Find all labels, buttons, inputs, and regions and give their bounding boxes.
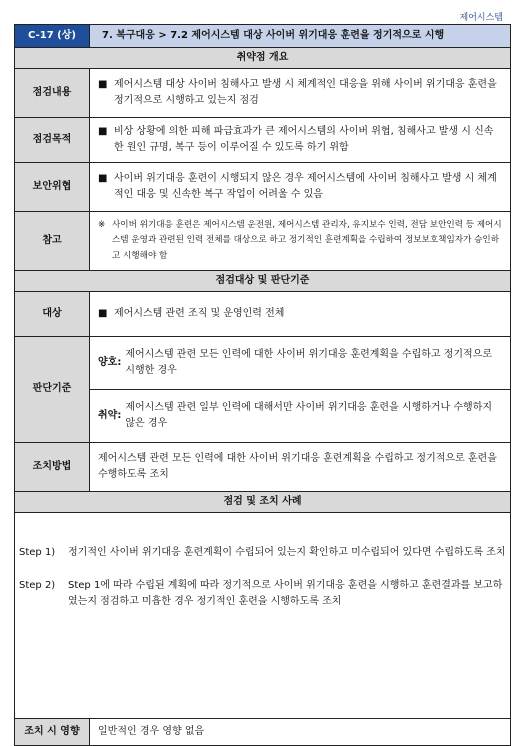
criteria-row-judgement xyxy=(15,337,511,443)
bad-lead: 취약: xyxy=(98,409,122,421)
overview-row-check-purpose xyxy=(15,118,511,163)
row-label: 조치방법 xyxy=(15,443,90,492)
impact-text: 일반적인 경우 영향 없음 xyxy=(90,719,511,746)
impact-label: 조치 시 영향 xyxy=(15,719,90,746)
cases-row xyxy=(15,513,511,719)
overview-heading: 취약점 개요 xyxy=(15,48,511,69)
step-label: Step 2) xyxy=(19,579,56,591)
judgement-good xyxy=(90,337,510,390)
row-text: 제어시스템 대상 사이버 침해사고 발생 시 체계적인 대응을 위해 사이버 위기대응 훈련을 정기적으로 시행하고 있는지 점검 xyxy=(114,78,497,106)
step-text: 정기적인 사이버 위기대응 훈련계획이 수립되어 있는지 확인하고 미수립되어 있다면 수립하도록 조치 xyxy=(68,547,506,558)
step-label: Step 1) xyxy=(19,547,56,558)
good-lead: 양호: xyxy=(98,356,122,368)
criteria-row-action xyxy=(15,443,511,492)
judgement-bad xyxy=(90,390,510,442)
item-title: 7. 복구대응 > 7.2 제어시스템 대상 사이버 위기대응 훈련을 정기적으로 시행 xyxy=(90,25,511,48)
row-text: 사이버 위기대응 훈련이 시행되지 않은 경우 제어시스템에 사이버 침해사고 발생 시 체계적인 대응 및 신속한 복구 작업이 어려울 수 있음 xyxy=(114,172,497,200)
row-label: 대상 xyxy=(15,292,90,337)
row-label: 보안위협 xyxy=(15,163,90,212)
square-bullet-icon: ■ xyxy=(98,172,108,184)
row-label: 참고 xyxy=(15,212,90,271)
case-step xyxy=(19,578,506,611)
overview-row-security-threat xyxy=(15,163,511,212)
checklist-table xyxy=(14,24,511,746)
row-text: 제어시스템 관련 조직 및 운영인력 전체 xyxy=(114,307,285,319)
cases-heading: 점검 및 조치 사례 xyxy=(15,492,511,513)
criteria-row-target xyxy=(15,292,511,337)
good-text: 제어시스템 관련 모든 인력에 대한 사이버 위기대응 훈련계획을 수립하고 정기적으로 시행한 경우 xyxy=(125,348,493,376)
criteria-heading: 점검대상 및 판단기준 xyxy=(15,271,511,292)
case-step xyxy=(19,545,506,562)
bad-text: 제어시스템 관련 일부 인력에 대해서만 사이버 위기대응 훈련을 시행하거나 수행하지 않은 경우 xyxy=(125,401,493,429)
row-label: 점검목적 xyxy=(15,118,90,163)
item-header-row xyxy=(15,25,511,48)
reference-text: 사이버 위기대응 훈련은 제어시스템 운전원, 제어시스템 관리자, 유지보수 인력, 전담 보안인력 등 제어시스템 운영과 관련된 인력 전체를 대상으로 하고 정기적인 훈련계획을 수립하여 정보보호책임자가 승인하고 시행해야 함 xyxy=(112,220,502,261)
step-text: Step 1에 따라 수립된 계획에 따라 정기적으로 사이버 위기대응 훈련을 시행하고 훈련결과를 보고하였는지 점검하고 미흡한 경우 정기적인 훈련을 시행하도록 조치 xyxy=(68,579,503,607)
reference-mark-icon: ※ xyxy=(98,220,106,231)
row-label: 판단기준 xyxy=(15,337,90,443)
square-bullet-icon: ■ xyxy=(98,125,108,137)
item-id: C-17 (상) xyxy=(15,25,90,48)
impact-row xyxy=(15,719,511,746)
overview-row-check-content xyxy=(15,69,511,118)
row-label: 점검내용 xyxy=(15,69,90,118)
overview-row-reference xyxy=(15,212,511,271)
square-bullet-icon: ■ xyxy=(98,78,108,90)
row-text: 비상 상황에 의한 피해 파급효과가 큰 제어시스템의 사이버 위협, 침해사고 발생 시 신속한 원인 규명, 복구 등이 이루어질 수 있도록 하기 위함 xyxy=(114,125,494,153)
action-text: 제어시스템 관련 모든 인력에 대한 사이버 위기대응 훈련계획을 수립하고 정기적으로 훈련을 수행하도록 조치 xyxy=(90,443,511,492)
square-bullet-icon: ■ xyxy=(98,307,108,319)
header-note: 제어시스템 xyxy=(459,13,503,23)
